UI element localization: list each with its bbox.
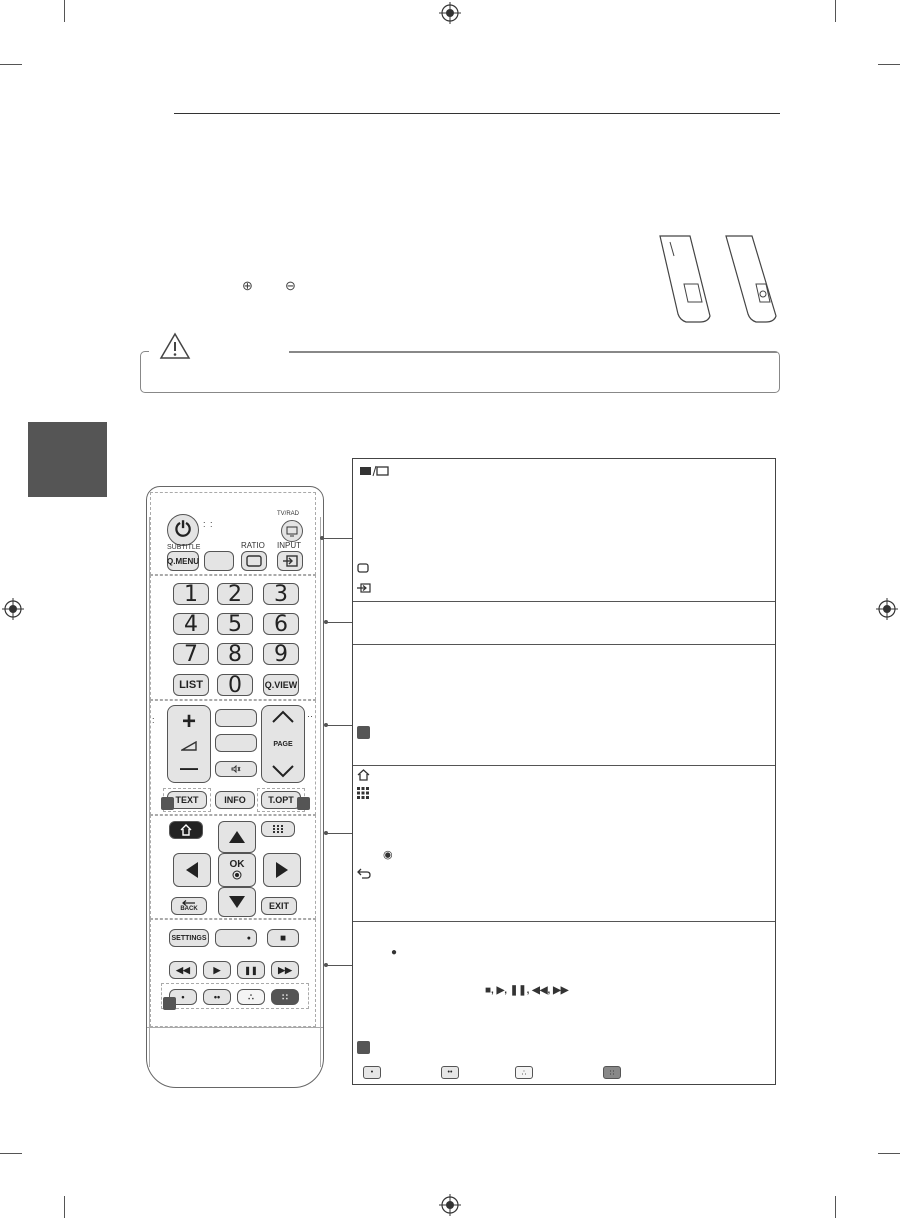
mute-button[interactable]	[215, 761, 257, 777]
caution-box	[140, 351, 780, 393]
arrow-left-icon	[185, 861, 199, 879]
input-label: INPUT	[277, 541, 301, 550]
ok-wheel-icon: ◉	[383, 849, 393, 861]
tv-radio-icon	[286, 525, 298, 537]
ok-wheel-icon	[232, 870, 242, 880]
blank-button[interactable]	[204, 551, 234, 571]
leader-line	[326, 622, 352, 623]
leader-dot	[320, 536, 324, 540]
header-rule	[174, 113, 780, 114]
registration-mark-icon	[2, 598, 24, 620]
digit-7-button[interactable]: 7	[173, 643, 209, 665]
page-label: PAGE	[273, 740, 293, 748]
arrow-down-icon	[228, 895, 246, 909]
back-label: BACK	[180, 905, 198, 912]
leader-dot	[324, 831, 328, 835]
red-button-icon: •	[363, 1066, 381, 1079]
crop-mark	[0, 1153, 22, 1154]
ratio-label: RATIO	[241, 541, 265, 550]
blue-button-icon: ∷	[603, 1066, 621, 1079]
marker-square	[357, 1041, 370, 1054]
list-button[interactable]: LIST	[173, 674, 209, 696]
leader-dot	[324, 620, 328, 624]
power-dots: : :	[203, 519, 214, 529]
pause-button[interactable]: ❚❚	[237, 961, 265, 979]
blank-button[interactable]	[215, 734, 257, 752]
remote-control	[146, 486, 324, 1088]
ratio-icon	[246, 555, 262, 567]
digit-6-button[interactable]: 6	[263, 613, 299, 635]
stop-button[interactable]: ■	[267, 929, 299, 947]
transport-icons: ■, ▶, ❚❚, ◀◀, ▶▶	[485, 985, 569, 996]
leader-line	[326, 725, 352, 726]
volume-rocker[interactable]	[167, 705, 211, 783]
ratio-icon	[357, 562, 369, 574]
ratio-button[interactable]	[241, 551, 267, 571]
registration-mark-icon	[439, 2, 461, 24]
home-button[interactable]	[169, 821, 203, 839]
battery-cover-illustration	[650, 232, 780, 324]
nav-right-button[interactable]	[263, 853, 301, 887]
page-up-icon[interactable]	[271, 710, 295, 724]
nav-up-button[interactable]	[218, 821, 256, 853]
panel-divider	[353, 601, 775, 602]
crop-mark	[64, 1196, 65, 1218]
info-button[interactable]: INFO	[215, 791, 255, 809]
subtitle-label: SUBTITLE	[167, 544, 201, 551]
apps-grid-icon	[357, 787, 369, 799]
marker-square	[163, 997, 176, 1010]
crop-mark	[64, 0, 65, 22]
panel-divider	[353, 921, 775, 922]
green-button[interactable]: ••	[203, 989, 231, 1005]
exit-button[interactable]: EXIT	[261, 897, 297, 915]
apps-grid-icon	[273, 825, 283, 833]
blue-button[interactable]: ∷	[271, 989, 299, 1005]
leader-dot	[324, 723, 328, 727]
tv-rad-button[interactable]	[281, 520, 303, 542]
marker-square	[297, 797, 310, 810]
yellow-button[interactable]: ∴	[237, 989, 265, 1005]
ok-button[interactable]	[218, 853, 256, 887]
button-description-panel	[352, 458, 776, 1085]
digit-2-button[interactable]: 2	[217, 583, 253, 605]
leader-line	[322, 538, 352, 539]
mute-icon	[231, 765, 241, 773]
green-button-icon: ••	[441, 1066, 459, 1079]
marker-square	[357, 726, 370, 739]
yellow-button-icon: ∴	[515, 1066, 533, 1079]
volume-icon	[181, 741, 197, 751]
red-button[interactable]: •	[169, 989, 197, 1005]
crop-mark	[878, 1153, 900, 1154]
leader-line	[326, 833, 352, 834]
volume-up-icon[interactable]: +	[181, 708, 196, 735]
my-apps-button[interactable]	[261, 821, 295, 837]
panel-divider	[353, 765, 775, 766]
nav-left-button[interactable]	[173, 853, 211, 887]
digit-8-button[interactable]: 8	[217, 643, 253, 665]
plus-terminal-icon: ⊕	[242, 278, 253, 293]
page-rocker[interactable]	[261, 705, 305, 783]
digit-1-button[interactable]: 1	[173, 583, 209, 605]
digit-9-button[interactable]: 9	[263, 643, 299, 665]
record-button[interactable]: ●	[215, 929, 257, 947]
input-button[interactable]	[277, 551, 303, 571]
nav-down-button[interactable]	[218, 887, 256, 917]
volume-dots: :	[152, 715, 155, 725]
crop-mark	[878, 64, 900, 65]
fast-forward-button[interactable]: ▶▶	[271, 961, 299, 979]
arrow-up-icon	[228, 830, 246, 844]
panel-divider	[353, 644, 775, 645]
page-dots: ··	[307, 711, 313, 721]
home-icon	[180, 824, 192, 836]
q-view-button[interactable]: Q.VIEW	[263, 674, 299, 696]
back-arrow-icon	[357, 867, 371, 879]
q-menu-button[interactable]: Q.MENU	[167, 551, 199, 571]
volume-down-icon[interactable]: —	[180, 758, 198, 778]
crop-mark	[835, 1196, 836, 1218]
input-icon	[357, 582, 371, 594]
tv-rad-label: TV/RAD	[277, 511, 300, 517]
warning-triangle-icon	[158, 331, 192, 361]
marker-square	[161, 797, 174, 810]
topt-button[interactable]: T.OPT	[261, 791, 301, 809]
minus-terminal-icon: ⊖	[285, 278, 296, 293]
page-down-icon[interactable]	[271, 764, 295, 778]
arrow-right-icon	[275, 861, 289, 879]
section-tab	[28, 422, 107, 497]
power-button[interactable]: ⏻	[167, 514, 199, 546]
play-button[interactable]: ▶	[203, 961, 231, 979]
rewind-button[interactable]: ◀◀	[169, 961, 197, 979]
settings-button[interactable]: SETTINGS	[169, 929, 209, 947]
leader-line	[326, 965, 352, 966]
digit-5-button[interactable]: 5	[217, 613, 253, 635]
back-button[interactable]	[171, 897, 207, 915]
registration-mark-icon	[876, 598, 898, 620]
digit-3-button[interactable]: 3	[263, 583, 299, 605]
digit-0-button[interactable]: 0	[217, 674, 253, 696]
input-icon	[282, 555, 298, 567]
digit-4-button[interactable]: 4	[173, 613, 209, 635]
leader-dot	[324, 963, 328, 967]
blank-button[interactable]	[215, 709, 257, 727]
record-icon: ●	[391, 947, 398, 958]
crop-mark	[0, 64, 22, 65]
home-icon	[357, 769, 370, 781]
tv-radio-icon	[359, 465, 389, 477]
crop-mark	[835, 0, 836, 22]
registration-mark-icon	[439, 1194, 461, 1216]
text-button[interactable]: TEXT	[167, 791, 207, 809]
ok-label: OK	[229, 859, 245, 870]
